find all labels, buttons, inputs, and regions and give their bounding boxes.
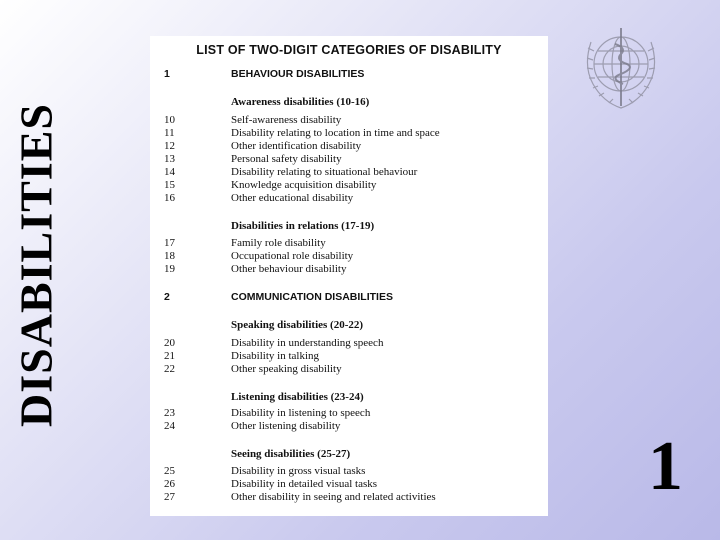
list-item: [150, 263, 548, 276]
who-emblem-icon: [579, 22, 663, 116]
item-code: 10: [164, 114, 175, 126]
list-item: [150, 250, 548, 263]
list-item: [150, 491, 548, 504]
item-label: Disability in detailed visual tasks: [231, 478, 378, 490]
list-item: [150, 140, 548, 153]
subcategory-heading: [150, 448, 548, 461]
item-label: Self-awareness disability: [231, 114, 342, 126]
item-label: Other disability in seeing and related activities: [231, 491, 436, 503]
item-label: Other identification disability: [231, 140, 362, 152]
item-label: Seeing disabilities (25-27): [231, 448, 351, 460]
item-label: Disabilities in relations (17-19): [231, 220, 375, 232]
item-label: Occupational role disability: [231, 250, 354, 262]
document-title: LIST OF TWO-DIGIT CATEGORIES OF DISABILITY: [196, 43, 502, 57]
list-item: [150, 114, 548, 127]
list-item: [150, 465, 548, 478]
item-label: Other behaviour disability: [231, 263, 347, 275]
item-label: Disability relating to situational behaviour: [231, 166, 418, 178]
item-label: Personal safety disability: [231, 153, 342, 165]
item-label: Disability in gross visual tasks: [231, 465, 366, 477]
list-item: [150, 192, 548, 205]
item-label: COMMUNICATION DISABILITIES: [231, 291, 393, 303]
item-label: Other speaking disability: [231, 363, 342, 375]
item-code: 14: [164, 166, 175, 178]
slide-side-title: [8, 0, 64, 540]
list-item: [150, 127, 548, 140]
item-code: 22: [164, 363, 175, 375]
list-item: [150, 179, 548, 192]
scanned-document: [150, 36, 548, 516]
subcategory-heading: [150, 391, 548, 404]
list-item: [150, 363, 548, 376]
item-label: Other educational disability: [231, 192, 354, 204]
side-title-text: DISABILITIES: [10, 103, 62, 427]
item-code: 11: [164, 127, 175, 139]
item-label: Disability relating to location in time and space: [231, 127, 440, 139]
item-code: 23: [164, 407, 175, 419]
item-label: Disability in talking: [231, 350, 319, 362]
list-item: [150, 337, 548, 350]
category-heading: [150, 291, 548, 304]
item-code: 13: [164, 153, 175, 165]
item-code: 17: [164, 237, 175, 249]
item-code: 16: [164, 192, 175, 204]
item-label: Speaking disabilities (20-22): [231, 319, 364, 331]
item-code: 21: [164, 350, 175, 362]
item-label: Family role disability: [231, 237, 326, 249]
item-label: Disability in understanding speech: [231, 337, 384, 349]
list-item: [150, 166, 548, 179]
item-code: 24: [164, 420, 175, 432]
item-code: 20: [164, 337, 175, 349]
page-number: 1: [648, 428, 683, 505]
subcategory-heading: [150, 319, 548, 332]
subcategory-heading: [150, 96, 548, 109]
item-code: 12: [164, 140, 175, 152]
item-label: Listening disabilities (23-24): [231, 391, 364, 403]
item-code: 19: [164, 263, 175, 275]
item-label: Other listening disability: [231, 420, 341, 432]
item-label: Awareness disabilities (10-16): [231, 96, 370, 108]
item-code: 18: [164, 250, 175, 262]
list-item: [150, 420, 548, 433]
item-code: 26: [164, 478, 175, 490]
item-code: 15: [164, 179, 175, 191]
item-label: Knowledge acquisition disability: [231, 179, 377, 191]
item-code: 27: [164, 491, 175, 503]
list-item: [150, 350, 548, 363]
list-item: [150, 237, 548, 250]
list-item: [150, 478, 548, 491]
list-item: [150, 153, 548, 166]
subcategory-heading: [150, 220, 548, 233]
item-label: Disability in listening to speech: [231, 407, 371, 419]
list-item: [150, 407, 548, 420]
category-heading: [150, 68, 548, 81]
item-code: 1: [164, 68, 170, 80]
item-code: 25: [164, 465, 175, 477]
item-code: 2: [164, 291, 170, 303]
item-label: BEHAVIOUR DISABILITIES: [231, 68, 365, 80]
